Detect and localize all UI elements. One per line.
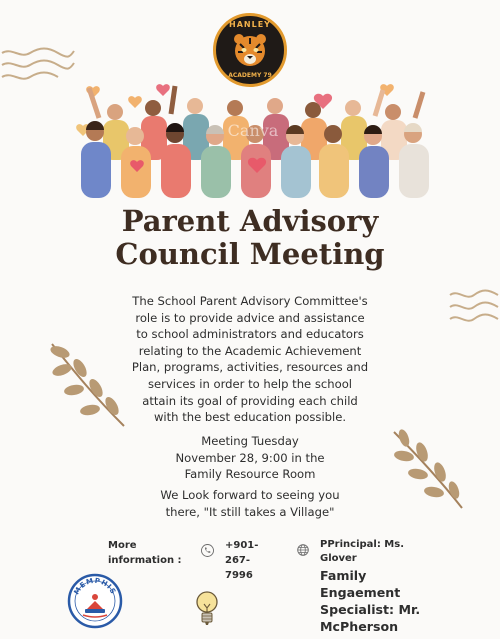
leaf-branch-right-icon — [390, 428, 470, 513]
more-info-line: More — [108, 540, 137, 551]
principal-info — [320, 538, 440, 566]
lightbulb-icon — [195, 590, 219, 628]
phone-icon — [201, 544, 214, 557]
leaf-branch-left-icon — [48, 340, 128, 430]
logo-bottom-text: ACADEMY 79 — [228, 72, 272, 79]
meeting-line: Meeting Tuesday — [201, 434, 299, 448]
globe-icon — [297, 544, 309, 556]
page-title — [60, 205, 440, 271]
memphis-logo-text: MEMPHIS — [72, 576, 118, 597]
closing-line: there, "It still takes a Village" — [165, 504, 335, 519]
description-line: attain its goal of providing each child — [142, 393, 358, 408]
logo-top-text: HANLEY — [229, 20, 271, 29]
description-line: with the best education possible. — [153, 410, 347, 425]
title-line-1: Parent Advisory — [121, 204, 379, 238]
description-line: The School Parent Advisory Committee's — [132, 294, 368, 308]
wave-lines-right-icon — [448, 285, 500, 330]
specialist-line: Engaement — [320, 585, 401, 600]
principal-line: Glover — [320, 553, 357, 564]
closing-message — [150, 487, 350, 520]
memphis-logo — [67, 573, 123, 629]
description-line: relating to the Academic Achievement — [138, 343, 362, 358]
description-line: services in order to help the school — [147, 376, 353, 391]
phone-line: 7996 — [225, 570, 253, 581]
closing-line: We Look forward to seeing you — [160, 488, 340, 502]
phone-number[interactable] — [225, 538, 275, 583]
description-line: to school administrators and educators — [136, 327, 364, 342]
specialist-line: Family — [320, 568, 367, 583]
specialist-line: Specialist: Mr. — [320, 602, 421, 617]
wave-lines-top-left-icon — [0, 45, 75, 90]
more-info-line: information : — [108, 555, 182, 566]
principal-line: PPrincipal: Ms. — [320, 539, 405, 550]
tiger-icon — [230, 30, 270, 70]
specialist-line: McPherson — [320, 619, 399, 634]
description — [125, 293, 375, 426]
canva-watermark: Canva — [227, 121, 279, 140]
family-engagement-specialist — [320, 567, 440, 635]
description-line: role is to provide advice and assistance — [135, 310, 365, 325]
hanley-academy-logo — [213, 13, 287, 87]
meeting-line: Family Resource Room — [184, 467, 316, 481]
meeting-line: November 28, 9:00 in the — [175, 450, 325, 465]
phone-line: +901-267- — [225, 540, 259, 566]
description-line: Plan, programs, activities, resources and — [131, 360, 369, 375]
more-information-label — [108, 538, 188, 568]
title-line-2: Council Meeting — [115, 237, 385, 271]
crowd-illustration — [75, 78, 430, 198]
meeting-info — [150, 433, 350, 483]
